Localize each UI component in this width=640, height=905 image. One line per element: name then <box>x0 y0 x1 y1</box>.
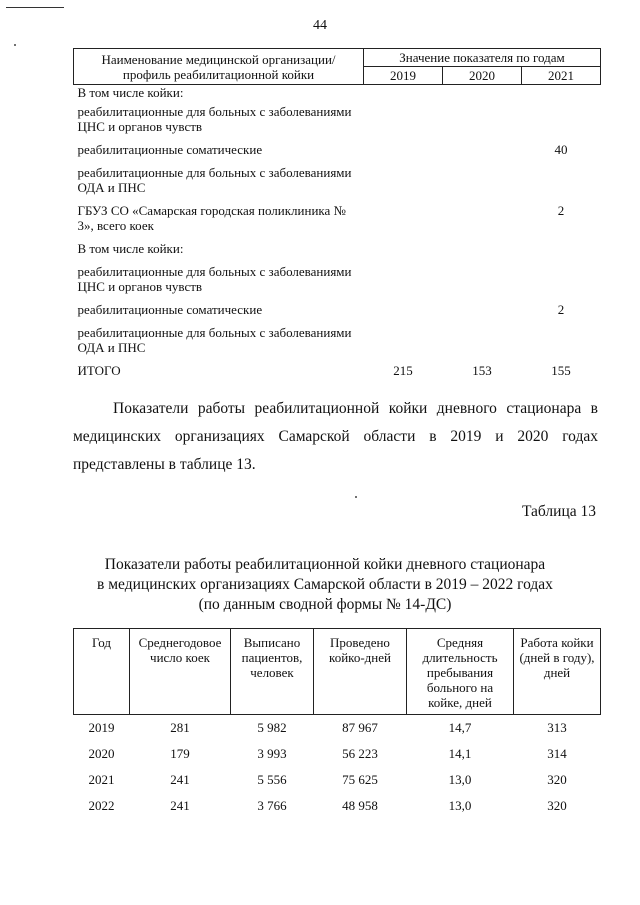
row-label: реабилитационные соматические <box>77 142 263 157</box>
table-row <box>74 85 601 101</box>
table-row <box>74 161 601 199</box>
value-cell: 75 625 <box>342 772 378 787</box>
row-label: реабилитационные для больных с заболеваниями ОДА и ПНС <box>77 165 352 195</box>
value-cell <box>443 237 522 260</box>
value-cell <box>522 237 601 260</box>
column-header-year: 2021 <box>522 67 601 85</box>
value-cell <box>522 260 601 298</box>
value-cell <box>443 199 522 237</box>
value-cell: 241 <box>170 798 190 813</box>
row-label: реабилитационные соматические <box>77 302 263 317</box>
value-cell: 56 223 <box>342 746 378 761</box>
value-cell: 5 556 <box>257 772 287 787</box>
row-label: В том числе койки: <box>77 85 184 100</box>
value-cell: 215 <box>393 363 413 378</box>
value-cell: 14,1 <box>448 746 472 761</box>
value-cell <box>364 237 443 260</box>
table-row <box>74 741 601 767</box>
column-header-year: 2020 <box>443 67 522 85</box>
year-cell: 2020 <box>88 746 115 761</box>
value-cell: 3 993 <box>257 746 287 761</box>
value-cell <box>443 298 522 321</box>
value-cell <box>443 138 522 161</box>
year-cell: 2019 <box>88 720 115 735</box>
value-cell <box>522 161 601 199</box>
table-row <box>74 715 601 742</box>
value-cell: 314 <box>547 746 567 761</box>
table-body <box>74 85 601 383</box>
column-header: Год <box>74 629 130 715</box>
value-cell: 241 <box>170 772 190 787</box>
value-cell <box>364 260 443 298</box>
value-cell: 5 982 <box>257 720 287 735</box>
value-cell <box>443 161 522 199</box>
value-cell: 320 <box>547 772 567 787</box>
scan-speck <box>355 496 357 498</box>
value-cell: 3 766 <box>257 798 287 813</box>
value-cell <box>364 199 443 237</box>
value-cell <box>443 260 522 298</box>
row-label: реабилитационные для больных с заболеваниями ОДА и ПНС <box>77 325 352 355</box>
value-cell <box>443 321 522 359</box>
column-header: Среднегодовое число коек <box>130 629 231 715</box>
table-row <box>74 260 601 298</box>
year-cell: 2022 <box>88 798 115 813</box>
value-cell: 13,0 <box>448 772 472 787</box>
table-label: Таблица 13 <box>521 503 596 520</box>
value-cell: 153 <box>472 363 492 378</box>
column-header-year: 2019 <box>364 67 443 85</box>
table-title-line: в медицинских организациях Самарской области в 2019 – 2022 годах <box>97 576 553 593</box>
table-title-line: Показатели работы реабилитационной койки дневного стационара <box>104 556 546 573</box>
value-cell: 320 <box>547 798 567 813</box>
value-cell: 14,7 <box>448 720 472 735</box>
page-number: 44 <box>313 18 327 33</box>
value-cell <box>364 298 443 321</box>
table-row <box>74 359 601 382</box>
value-cell: 87 967 <box>342 720 378 735</box>
column-header: Средняя длительность пребывания больного на койке, дней <box>407 629 514 715</box>
scan-corner-mark <box>6 7 64 8</box>
row-label: В том числе койки: <box>77 241 184 256</box>
table-row <box>74 767 601 793</box>
column-header: Проведено койко-дней <box>314 629 407 715</box>
value-cell: 48 958 <box>342 798 378 813</box>
table-row <box>74 100 601 138</box>
value-cell <box>522 321 601 359</box>
row-label: реабилитационные для больных с заболеваниями ЦНС и органов чувств <box>77 264 352 294</box>
value-cell <box>364 138 443 161</box>
bed-profile-table <box>73 48 601 382</box>
table-title-line: (по данным сводной формы № 14-ДС) <box>198 596 452 613</box>
value-cell <box>364 100 443 138</box>
value-cell: 179 <box>170 746 190 761</box>
table-row <box>74 321 601 359</box>
value-cell <box>443 85 522 101</box>
value-cell <box>364 85 443 101</box>
column-header: Выписано пациентов, человек <box>231 629 314 715</box>
column-header: Работа койки (дней в году), дней <box>514 629 601 715</box>
table-row <box>74 793 601 819</box>
value-cell <box>364 161 443 199</box>
day-hospital-indicators-table <box>73 628 601 819</box>
scan-speck <box>14 44 16 46</box>
value-cell: 155 <box>551 363 571 378</box>
value-cell: 2 <box>557 302 565 317</box>
value-cell <box>364 321 443 359</box>
table-header-row <box>74 629 601 715</box>
value-cell: 2 <box>557 203 565 218</box>
body-paragraph: Показатели работы реабилитационной койки дневного стационара в медицинских организациях Самарской области в 2019 и 2020 годах представлены в таблице 13. <box>73 400 598 473</box>
year-cell: 2021 <box>88 772 115 787</box>
row-label: ИТОГО <box>77 363 121 378</box>
row-label: реабилитационные для больных с заболеваниями ЦНС и органов чувств <box>77 104 352 134</box>
value-cell: 40 <box>554 142 568 157</box>
value-cell: 313 <box>547 720 567 735</box>
table-title <box>60 555 590 615</box>
table-row <box>74 199 601 237</box>
value-cell: 13,0 <box>448 798 472 813</box>
column-header-values: Значение показателя по годам <box>364 49 601 67</box>
table-body <box>74 715 601 820</box>
value-cell: 281 <box>170 720 190 735</box>
value-cell <box>443 100 522 138</box>
column-header-organization: Наименование медицинской организации/профиль реабилитационной койки <box>74 49 364 85</box>
row-label: ГБУЗ СО «Самарская городская поликлиника № 3», всего коек <box>77 203 346 233</box>
table-row <box>74 237 601 260</box>
table-row <box>74 138 601 161</box>
table-row <box>74 298 601 321</box>
value-cell <box>522 100 601 138</box>
value-cell <box>522 85 601 101</box>
